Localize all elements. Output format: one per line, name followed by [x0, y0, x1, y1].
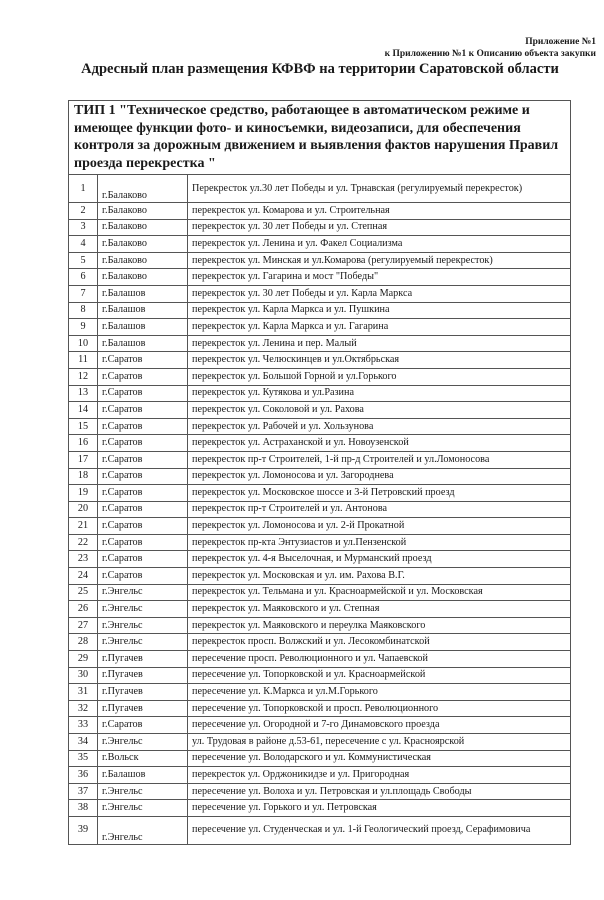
row-city: г.Саратов [98, 368, 188, 385]
row-number: 7 [69, 285, 98, 302]
row-city: г.Балаково [98, 203, 188, 220]
row-city: г.Саратов [98, 551, 188, 568]
table-row [69, 418, 571, 435]
table-row [69, 485, 571, 502]
address-table [68, 100, 571, 845]
table-row [69, 385, 571, 402]
row-city: г.Пугачев [98, 684, 188, 701]
row-city: г.Пугачев [98, 700, 188, 717]
row-address: перекресток ул. Челюскинцев и ул.Октябрьская [188, 352, 571, 369]
row-number: 6 [69, 269, 98, 286]
row-number: 22 [69, 534, 98, 551]
type-header-row [69, 101, 571, 175]
row-address: перекресток ул. 4-я Выселочная, и Мурманский проезд [188, 551, 571, 568]
row-address: перекресток ул. Соколовой и ул. Рахова [188, 402, 571, 419]
row-number: 17 [69, 451, 98, 468]
row-city: г.Энгельс [98, 783, 188, 800]
table-row [69, 634, 571, 651]
row-city: г.Энгельс [98, 800, 188, 817]
row-number: 25 [69, 584, 98, 601]
row-number: 9 [69, 319, 98, 336]
row-number: 36 [69, 767, 98, 784]
row-city: г.Саратов [98, 418, 188, 435]
row-number: 33 [69, 717, 98, 734]
row-city: г.Саратов [98, 468, 188, 485]
table-row [69, 534, 571, 551]
table-row [69, 285, 571, 302]
row-city: г.Балашов [98, 335, 188, 352]
row-city: г.Энгельс [98, 584, 188, 601]
row-address: перекресток ул. Московское шоссе и 3-й Петровский проезд [188, 485, 571, 502]
row-address: перекресток пр-т Строителей, 1-й пр-д Строителей и ул.Ломоносова [188, 451, 571, 468]
table-row [69, 551, 571, 568]
row-number: 3 [69, 219, 98, 236]
row-address: перекресток ул. 30 лет Победы и ул. Карла Маркса [188, 285, 571, 302]
row-number: 37 [69, 783, 98, 800]
row-number: 12 [69, 368, 98, 385]
table-row [69, 335, 571, 352]
row-address: перекресток пр-т Строителей и ул. Антонова [188, 501, 571, 518]
row-city: г.Пугачев [98, 651, 188, 668]
row-address: перекресток ул. Комарова и ул. Строительная [188, 203, 571, 220]
row-city: г.Саратов [98, 402, 188, 419]
row-number: 20 [69, 501, 98, 518]
type-header: ТИП 1 "Техническое средство, работающее в автоматическом режиме и имеющее функции фото- и киносъемки, видеозаписи, для обеспечения контроля за дорожным движением и выявления фактов нарушения Правил проезда перекрестка " [69, 101, 571, 175]
row-number: 23 [69, 551, 98, 568]
row-address: Перекресток ул.30 лет Победы и ул. Трнавская (регулируемый перекресток) [188, 175, 571, 203]
row-address: перекресток пр-кта Энтузиастов и ул.Пензенской [188, 534, 571, 551]
row-address: перекресток ул. Рабочей и ул. Хользунова [188, 418, 571, 435]
table-row [69, 750, 571, 767]
table-row [69, 584, 571, 601]
table-row [69, 816, 571, 844]
row-address: перекресток ул. Тельмана и ул. Красноармейской и ул. Московская [188, 584, 571, 601]
table-row [69, 734, 571, 751]
row-address: перекресток ул. Большой Горной и ул.Горького [188, 368, 571, 385]
table-row [69, 767, 571, 784]
row-city: г.Энгельс [98, 617, 188, 634]
row-city: г.Вольск [98, 750, 188, 767]
row-number: 28 [69, 634, 98, 651]
row-city: г.Саратов [98, 352, 188, 369]
row-address: пересечение ул. Студенческая и ул. 1-й Геологический проезд, Серафимовича [188, 816, 571, 844]
row-number: 32 [69, 700, 98, 717]
table-row [69, 518, 571, 535]
table-row [69, 667, 571, 684]
row-city: г.Балашов [98, 302, 188, 319]
row-number: 14 [69, 402, 98, 419]
appendix-note [385, 36, 596, 60]
row-address: пересечение ул. Огородной и 7-го Динамовского проезда [188, 717, 571, 734]
row-address: пересечение ул. Володарского и ул. Коммунистическая [188, 750, 571, 767]
row-city: г.Энгельс [98, 634, 188, 651]
row-city: г.Саратов [98, 501, 188, 518]
row-number: 26 [69, 601, 98, 618]
table-row [69, 203, 571, 220]
row-number: 2 [69, 203, 98, 220]
table-row [69, 568, 571, 585]
row-address: перекресток ул. Карла Маркса и ул. Пушкина [188, 302, 571, 319]
row-number: 18 [69, 468, 98, 485]
row-address: перекресток ул. Гагарина и мост "Победы" [188, 269, 571, 286]
appendix-line-1: Приложение №1 [525, 37, 596, 47]
table-row [69, 236, 571, 253]
row-city: г.Энгельс [98, 601, 188, 618]
row-number: 27 [69, 617, 98, 634]
row-city: г.Балаково [98, 175, 188, 203]
row-address: перекресток ул. 30 лет Победы и ул. Степная [188, 219, 571, 236]
table-row [69, 684, 571, 701]
table-row [69, 402, 571, 419]
table-row [69, 717, 571, 734]
table-row [69, 601, 571, 618]
table-row [69, 800, 571, 817]
row-address: пересечение ул. Волоха и ул. Петровская и ул.площадь Свободы [188, 783, 571, 800]
table-row [69, 451, 571, 468]
table-row [69, 252, 571, 269]
row-address: перекресток ул. Орджоникидзе и ул. Пригородная [188, 767, 571, 784]
row-number: 1 [69, 175, 98, 203]
row-number: 15 [69, 418, 98, 435]
row-city: г.Балашов [98, 319, 188, 336]
row-address: пересечение просп. Революционного и ул. Чапаевской [188, 651, 571, 668]
row-address: перекресток ул. Маяковского и переулка Маяковского [188, 617, 571, 634]
row-number: 39 [69, 816, 98, 844]
row-city: г.Саратов [98, 534, 188, 551]
row-number: 30 [69, 667, 98, 684]
row-city: г.Саратов [98, 385, 188, 402]
row-address: перекресток ул. Ломоносова и ул. Загороднева [188, 468, 571, 485]
table-row [69, 319, 571, 336]
row-city: г.Балаково [98, 252, 188, 269]
table-row [69, 368, 571, 385]
row-address: ул. Трудовая в районе д.53-61, пересечение с ул. Красноярской [188, 734, 571, 751]
row-number: 16 [69, 435, 98, 452]
row-city: г.Саратов [98, 451, 188, 468]
row-address: перекресток ул. Московская и ул. им. Рахова В.Г. [188, 568, 571, 585]
row-city: г.Балаково [98, 219, 188, 236]
row-city: г.Балаково [98, 236, 188, 253]
row-address: перекресток ул. Ломоносова и ул. 2-й Прокатной [188, 518, 571, 535]
row-city: г.Балашов [98, 285, 188, 302]
row-address: перекресток ул. Маяковского и ул. Степная [188, 601, 571, 618]
table-row [69, 219, 571, 236]
row-number: 21 [69, 518, 98, 535]
row-number: 35 [69, 750, 98, 767]
table-row [69, 435, 571, 452]
row-city: г.Балашов [98, 767, 188, 784]
row-city: г.Саратов [98, 518, 188, 535]
row-number: 24 [69, 568, 98, 585]
row-city: г.Энгельс [98, 816, 188, 844]
table-row [69, 783, 571, 800]
table-row [69, 302, 571, 319]
row-address: перекресток ул. Минская и ул.Комарова (регулируемый перекресток) [188, 252, 571, 269]
row-city: г.Саратов [98, 435, 188, 452]
row-city: г.Саратов [98, 717, 188, 734]
row-number: 29 [69, 651, 98, 668]
row-address: перекресток ул. Карла Маркса и ул. Гагарина [188, 319, 571, 336]
row-address: перекресток ул. Ленина и ул. Факел Социализма [188, 236, 571, 253]
row-address: пересечение ул. К.Маркса и ул.М.Горького [188, 684, 571, 701]
table-row [69, 617, 571, 634]
appendix-line-2: к Приложению №1 к Описанию объекта закупки [384, 49, 596, 59]
table-row [69, 468, 571, 485]
row-city: г.Саратов [98, 568, 188, 585]
row-number: 11 [69, 352, 98, 369]
row-city: г.Энгельс [98, 734, 188, 751]
table-row [69, 700, 571, 717]
row-number: 4 [69, 236, 98, 253]
row-number: 10 [69, 335, 98, 352]
row-address: пересечение ул. Горького и ул. Петровская [188, 800, 571, 817]
row-number: 5 [69, 252, 98, 269]
row-number: 8 [69, 302, 98, 319]
table-row [69, 352, 571, 369]
row-address: перекресток ул. Ленина и пер. Малый [188, 335, 571, 352]
table-row [69, 175, 571, 203]
row-number: 34 [69, 734, 98, 751]
row-address: перекресток ул. Астраханской и ул. Новоузенской [188, 435, 571, 452]
row-number: 31 [69, 684, 98, 701]
row-address: перекресток ул. Кутякова и ул.Разина [188, 385, 571, 402]
row-city: г.Балаково [98, 269, 188, 286]
row-address: пересечение ул. Топорковской и ул. Красноармейской [188, 667, 571, 684]
row-number: 38 [69, 800, 98, 817]
row-city: г.Саратов [98, 485, 188, 502]
row-city: г.Пугачев [98, 667, 188, 684]
document-title: Адресный план размещения КФВФ на территории Саратовской области [81, 61, 559, 77]
row-number: 13 [69, 385, 98, 402]
row-address: пересечение ул. Топорковской и просп. Революционного [188, 700, 571, 717]
table-row [69, 269, 571, 286]
row-address: перекресток просп. Волжский и ул. Лесокомбинатской [188, 634, 571, 651]
table-row [69, 651, 571, 668]
row-number: 19 [69, 485, 98, 502]
table-row [69, 501, 571, 518]
